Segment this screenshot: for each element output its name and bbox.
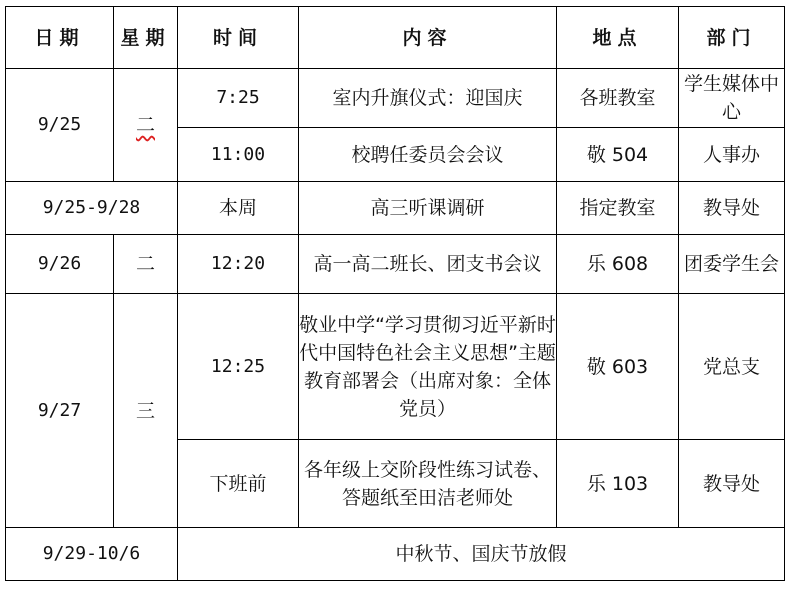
department-cell: 教导处: [679, 440, 785, 528]
time-cell: 下班前: [178, 440, 299, 528]
weekday-cell: 二: [114, 235, 178, 294]
date-cell: 9/25-9/28: [6, 182, 178, 235]
place-cell: 各班教室: [557, 69, 679, 128]
content-cell: 高一高二班长、团支书会议: [299, 235, 557, 294]
table-row: [6, 182, 785, 235]
weekday-cell: 三: [114, 294, 178, 528]
department-cell: 人事办: [679, 128, 785, 182]
content-cell: 敬业中学“学习贯彻习近平新时代中国特色社会主义思想”主题教育部署会（出席对象：全体党员）: [299, 294, 557, 440]
header-row: [6, 7, 785, 69]
date-cell: 9/27: [6, 294, 114, 528]
place-cell: 乐 608: [557, 235, 679, 294]
weekday-text: 二: [135, 114, 155, 136]
time-cell: 12:25: [178, 294, 299, 440]
place-cell: 乐 103: [557, 440, 679, 528]
department-cell: 团委学生会: [679, 235, 785, 294]
content-cell: 各年级上交阶段性练习试卷、答题纸至田洁老师处: [299, 440, 557, 528]
header-content: 内容: [299, 7, 557, 69]
table-row: [6, 235, 785, 294]
time-cell: 12:20: [178, 235, 299, 294]
weekday-cell: [114, 69, 178, 182]
table-row: [6, 294, 785, 440]
time-cell: 7:25: [178, 69, 299, 128]
date-cell: 9/26: [6, 235, 114, 294]
time-cell: 本周: [178, 182, 299, 235]
header-time: 时间: [178, 7, 299, 69]
date-cell: 9/29-10/6: [6, 528, 178, 581]
header-week: 星期: [114, 7, 178, 69]
schedule-table: [5, 6, 785, 581]
place-cell: 敬 504: [557, 128, 679, 182]
date-cell: 9/25: [6, 69, 114, 182]
department-cell: 党总支: [679, 294, 785, 440]
place-cell: 指定教室: [557, 182, 679, 235]
header-date: 日期: [6, 7, 114, 69]
department-cell: 教导处: [679, 182, 785, 235]
header-place: 地点: [557, 7, 679, 69]
table-row: [6, 528, 785, 581]
time-cell: 11:00: [178, 128, 299, 182]
content-cell: 高三听课调研: [299, 182, 557, 235]
table-row: [6, 69, 785, 128]
content-cell: 校聘任委员会会议: [299, 128, 557, 182]
content-cell: 中秋节、国庆节放假: [178, 528, 785, 581]
schedule-page: [5, 6, 784, 580]
place-cell: 敬 603: [557, 294, 679, 440]
content-cell: 室内升旗仪式：迎国庆: [299, 69, 557, 128]
department-cell: 学生媒体中心: [679, 69, 785, 128]
header-department: 部门: [679, 7, 785, 69]
